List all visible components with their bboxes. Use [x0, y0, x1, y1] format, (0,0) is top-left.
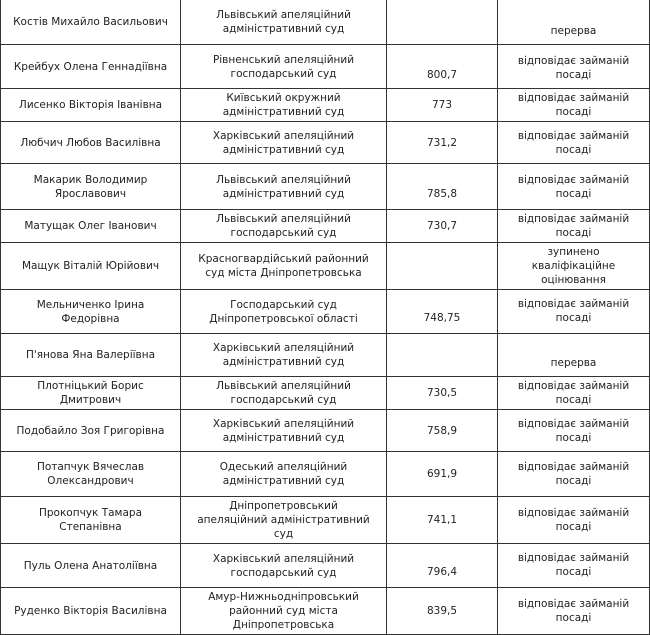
table-row [1, 122, 650, 164]
table-row [1, 377, 650, 410]
score-cell: 691,9 [387, 452, 498, 497]
table-row [1, 588, 650, 635]
status-cell: відповідає займаній посаді [498, 290, 650, 334]
court-cell: Амур-Нижньодніпровський районний суд міста Дніпропетровська [181, 588, 387, 635]
table-row [1, 410, 650, 452]
status-cell: відповідає займаній посаді [498, 210, 650, 243]
status-cell: відповідає займаній посаді [498, 164, 650, 210]
judge-name-cell: Мащук Віталій Юрійович [1, 243, 181, 290]
status-cell: зупинено кваліфікаційне оцінювання [498, 243, 650, 290]
status-cell: відповідає займаній посаді [498, 452, 650, 497]
status-cell: перерва [498, 0, 650, 45]
status-cell: відповідає займаній посаді [498, 89, 650, 122]
court-cell: Львівський апеляційний господарський суд [181, 210, 387, 243]
table-row [1, 0, 650, 45]
judge-name-cell: Мельниченко Ірина Федорівна [1, 290, 181, 334]
table-row [1, 89, 650, 122]
table-row [1, 164, 650, 210]
table-row [1, 210, 650, 243]
score-cell: 773 [387, 89, 498, 122]
judge-name-cell: Пуль Олена Анатоліївна [1, 544, 181, 588]
court-cell: Господарський суд Дніпропетровської області [181, 290, 387, 334]
status-cell: відповідає займаній посаді [498, 410, 650, 452]
status-cell: відповідає займаній посаді [498, 544, 650, 588]
court-cell: Одеський апеляційний адміністративний суд [181, 452, 387, 497]
court-cell: Київський окружний адміністративний суд [181, 89, 387, 122]
score-cell: 758,9 [387, 410, 498, 452]
court-cell: Красногвардійський районний суд міста Дніпропетровська [181, 243, 387, 290]
score-cell: 800,7 [387, 45, 498, 89]
status-cell: перерва [498, 334, 650, 377]
score-cell [387, 334, 498, 377]
status-cell: відповідає займаній посаді [498, 122, 650, 164]
judge-name-cell: Костів Михайло Васильович [1, 0, 181, 45]
court-cell: Рівненський апеляційний господарський суд [181, 45, 387, 89]
score-cell: 785,8 [387, 164, 498, 210]
court-cell: Львівський апеляційний адміністративний суд [181, 164, 387, 210]
table-row [1, 290, 650, 334]
status-cell: відповідає займаній посаді [498, 377, 650, 410]
court-cell: Харківський апеляційний адміністративний суд [181, 122, 387, 164]
table-row [1, 45, 650, 89]
court-cell: Львівський апеляційний господарський суд [181, 377, 387, 410]
table-row [1, 334, 650, 377]
judge-name-cell: Любчич Любов Василівна [1, 122, 181, 164]
status-cell: відповідає займаній посаді [498, 497, 650, 544]
score-cell: 796,4 [387, 544, 498, 588]
score-cell: 839,5 [387, 588, 498, 635]
table-row [1, 497, 650, 544]
judge-name-cell: Лисенко Вікторія Іванівна [1, 89, 181, 122]
score-cell: 748,75 [387, 290, 498, 334]
score-cell [387, 0, 498, 45]
court-cell: Харківський апеляційний адміністративний суд [181, 410, 387, 452]
score-cell: 741,1 [387, 497, 498, 544]
judge-name-cell: Макарик Володимир Ярославович [1, 164, 181, 210]
judge-name-cell: П'янова Яна Валеріївна [1, 334, 181, 377]
court-cell: Дніпропетровський апеляційний адміністративний суд [181, 497, 387, 544]
judge-name-cell: Крейбух Олена Геннадіївна [1, 45, 181, 89]
score-cell: 730,5 [387, 377, 498, 410]
court-cell: Харківський апеляційний адміністративний суд [181, 334, 387, 377]
judge-name-cell: Прокопчук Тамара Степанівна [1, 497, 181, 544]
judge-name-cell: Плотніцький Борис Дмитрович [1, 377, 181, 410]
score-cell: 730,7 [387, 210, 498, 243]
table-row [1, 452, 650, 497]
judge-name-cell: Подобайло Зоя Григорівна [1, 410, 181, 452]
table-row [1, 243, 650, 290]
judge-name-cell: Руденко Вікторія Василівна [1, 588, 181, 635]
table-row [1, 544, 650, 588]
court-cell: Львівський апеляційний адміністративний суд [181, 0, 387, 45]
judge-name-cell: Матущак Олег Іванович [1, 210, 181, 243]
status-cell: відповідає займаній посаді [498, 45, 650, 89]
judge-name-cell: Потапчук Вячеслав Олександрович [1, 452, 181, 497]
score-cell: 731,2 [387, 122, 498, 164]
score-cell [387, 243, 498, 290]
status-cell: відповідає займаній посаді [498, 588, 650, 635]
court-cell: Харківський апеляційний господарський суд [181, 544, 387, 588]
